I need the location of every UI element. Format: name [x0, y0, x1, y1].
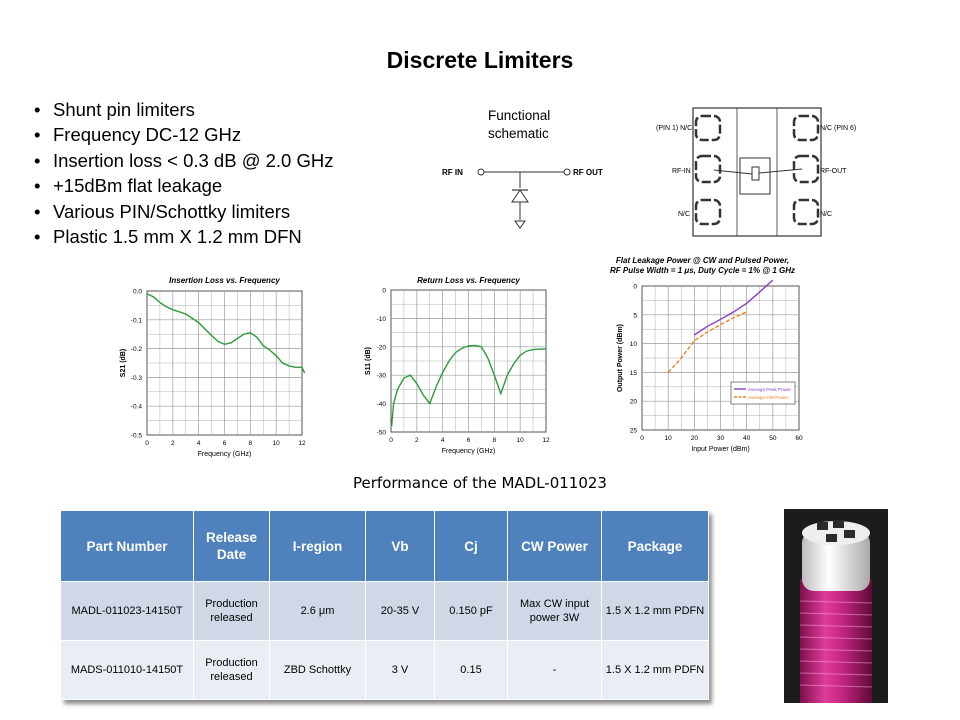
y-tick-label: 0.0 [132, 288, 142, 296]
y-tick-label: -0.2 [130, 346, 142, 354]
chart-title: Return Loss vs. Frequency [417, 276, 520, 285]
svg-text:N/C: N/C [820, 211, 833, 218]
x-tick-label: 4 [440, 437, 445, 444]
svg-text:RF-OUT: RF-OUT [820, 168, 847, 175]
x-axis-label: Input Power (dBm) [691, 446, 750, 453]
x-axis-label: Frequency (GHz) [441, 448, 496, 455]
y-tick-label: -0.1 [130, 317, 142, 325]
table-cell: ZBD Schottky [270, 641, 366, 700]
chart-title: Insertion Loss vs. Frequency [169, 276, 280, 285]
y-tick-label: 20 [629, 398, 637, 406]
parts-table-container [60, 510, 708, 700]
x-tick-label: 12 [542, 437, 550, 444]
feature-list [34, 97, 333, 249]
y-tick-label: -0.3 [130, 374, 142, 382]
x-tick-label: 8 [248, 440, 253, 447]
y-tick-label: -10 [376, 315, 386, 323]
y-tick-label: 0 [382, 287, 386, 295]
parts-table [60, 510, 709, 700]
flat-leakage-chart [610, 255, 810, 460]
rf-in-terminal-icon [478, 169, 484, 175]
x-tick-label: 30 [716, 435, 725, 442]
table-cell: MADS-011010-14150T [61, 641, 194, 700]
svg-text:N/C (PIN 6): N/C (PIN 6) [820, 125, 857, 132]
x-tick-label: 8 [492, 437, 497, 444]
y-tick-label: -50 [376, 429, 386, 437]
column-header: Cj [435, 511, 508, 582]
svg-text:N/C: N/C [678, 211, 691, 218]
x-tick-label: 0 [145, 440, 149, 447]
y-tick-label: 15 [629, 369, 637, 377]
table-cell: 0.15 [435, 641, 508, 700]
bullet-icon: • [34, 226, 41, 248]
table-cell: 3 V [366, 641, 435, 700]
column-header: I-region [270, 511, 366, 582]
functional-schematic [440, 160, 610, 240]
table-cell: MADL-011023-14150T [61, 582, 194, 641]
legend-box [731, 382, 795, 404]
column-header: CW Power [508, 511, 602, 582]
x-tick-label: 4 [196, 440, 201, 447]
x-tick-label: 20 [690, 435, 698, 442]
x-axis-label: Frequency (GHz) [197, 451, 252, 458]
feature-item: • +15dBm flat leakage [34, 173, 333, 198]
x-tick-label: 2 [171, 440, 175, 447]
x-tick-label: 50 [769, 435, 777, 442]
table-cell: Max CW input power 3W [508, 582, 602, 641]
schematic-label: Functional schematic [488, 108, 551, 141]
x-tick-label: 6 [222, 440, 227, 447]
x-tick-label: 2 [415, 437, 419, 444]
package-diagram [652, 106, 858, 238]
table-cell: 20-35 V [366, 582, 435, 641]
table-cell: 1.5 X 1.2 mm PDFN [602, 641, 709, 700]
legend-label: Average Peak Power [748, 387, 792, 392]
table-cell: Production released [194, 641, 270, 700]
y-axis-label: S11 (dB) [365, 346, 372, 376]
y-tick-label: -0.5 [130, 432, 142, 440]
column-header: Package [602, 511, 709, 582]
y-tick-label: 25 [629, 427, 637, 435]
y-tick-label: -0.4 [130, 403, 142, 411]
insertion-loss-chart [115, 270, 315, 465]
schematic-rf-out-label: RF OUT [573, 168, 603, 177]
x-tick-label: 12 [298, 440, 306, 447]
ground-icon [515, 221, 525, 228]
product-photo [784, 509, 888, 703]
chart-subtitle: RF Pulse Width = 1 μs, Duty Cycle = 1% @ 1 GHz [609, 266, 796, 275]
legend-label: Average CW Power [748, 395, 789, 400]
diode-icon [512, 190, 528, 202]
x-tick-label: 40 [743, 435, 751, 442]
x-tick-label: 6 [466, 437, 471, 444]
y-tick-label: -20 [376, 344, 386, 352]
return-loss-chart [360, 272, 555, 462]
x-tick-label: 60 [795, 435, 803, 442]
table-cell: 2.6 μm [270, 582, 366, 641]
feature-item: • Shunt pin limiters [34, 97, 333, 122]
bullet-icon: • [34, 124, 41, 146]
table-cell: 0.150 pF [435, 582, 508, 641]
y-tick-label: -30 [376, 372, 386, 380]
x-tick-label: 0 [640, 435, 644, 442]
table-cell: 1.5 X 1.2 mm PDFN [602, 582, 709, 641]
bullet-icon: • [34, 200, 41, 222]
x-tick-label: 10 [272, 440, 280, 447]
bullet-icon: • [34, 99, 41, 120]
page-title: Discrete Limiters [386, 47, 574, 73]
table-header-row [61, 511, 709, 582]
column-header: Part Number [61, 511, 194, 582]
feature-item: • Plastic 1.5 mm X 1.2 mm DFN [34, 224, 333, 249]
table-cell: - [508, 641, 602, 700]
y-axis-label: Output Power (dBm) [617, 323, 624, 393]
feature-item: • Insertion loss < 0.3 dB @ 2.0 GHz [34, 148, 333, 173]
x-tick-label: 0 [389, 437, 393, 444]
y-tick-label: -40 [376, 401, 386, 409]
bullet-icon: • [34, 149, 41, 171]
table-row [61, 582, 709, 641]
table-row [61, 641, 709, 700]
schematic-rf-in-label: RF IN [442, 168, 463, 177]
x-tick-label: 10 [664, 435, 672, 442]
table-cell: Production released [194, 582, 270, 641]
feature-item: • Frequency DC-12 GHz [34, 122, 333, 147]
svg-text:RF-IN: RF-IN [672, 168, 691, 175]
feature-item: • Various PIN/Schottky limiters [34, 199, 333, 224]
chart-title: Flat Leakage Power @ CW and Pulsed Power, [615, 256, 790, 265]
bullet-icon: • [34, 175, 41, 197]
column-header: Release Date [194, 511, 270, 582]
svg-text:(PIN 1) N/C: (PIN 1) N/C [656, 125, 693, 132]
y-axis-label: S21 (dB) [120, 348, 127, 378]
y-tick-label: 0 [633, 283, 637, 291]
y-tick-label: 10 [629, 341, 637, 349]
rf-out-terminal-icon [564, 169, 570, 175]
y-tick-label: 5 [633, 312, 637, 320]
performance-caption: Performance of the MADL-011023 [353, 474, 607, 492]
column-header: Vb [366, 511, 435, 582]
x-tick-label: 10 [516, 437, 524, 444]
